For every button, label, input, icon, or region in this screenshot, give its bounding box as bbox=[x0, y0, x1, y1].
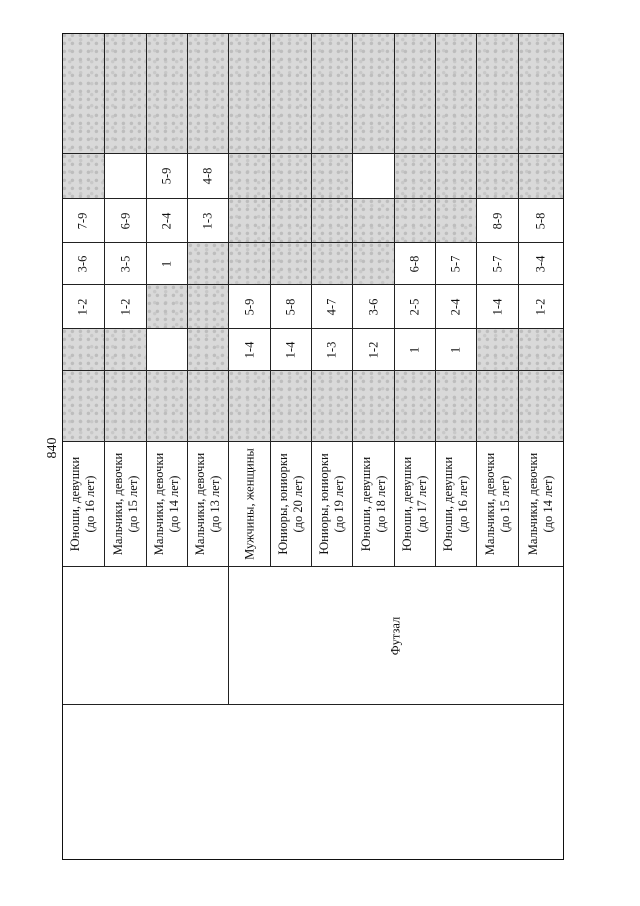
category-label-line: (до 13 лет) bbox=[208, 475, 222, 533]
value-cell bbox=[188, 329, 229, 371]
value-text: 1-2 bbox=[75, 298, 90, 315]
value-text: 5-8 bbox=[283, 298, 298, 315]
value-cell bbox=[62, 371, 105, 442]
value-cell bbox=[147, 285, 188, 329]
value-text: 1-4 bbox=[242, 341, 256, 358]
value-cell bbox=[312, 371, 353, 442]
category-label-line: (до 20 лет) bbox=[291, 475, 305, 533]
value-cell bbox=[271, 243, 312, 285]
category-label-line: (до 15 лет) bbox=[125, 475, 140, 533]
value-cell bbox=[229, 285, 271, 329]
category-cell bbox=[147, 442, 188, 567]
value-cell bbox=[188, 243, 229, 285]
document-table bbox=[62, 33, 564, 860]
value-text: 3-4 bbox=[533, 255, 548, 272]
value-cell bbox=[395, 371, 436, 442]
value-cell bbox=[353, 154, 395, 199]
value-text: 1 bbox=[407, 346, 422, 353]
value-cell bbox=[477, 329, 519, 371]
value-cell bbox=[229, 371, 271, 442]
page-number: 840 bbox=[45, 437, 60, 459]
category-cell bbox=[271, 442, 312, 567]
value-cell bbox=[271, 285, 312, 329]
value-cell bbox=[353, 371, 395, 442]
category-label-line: (до 17 лет) bbox=[415, 475, 429, 533]
value-cell bbox=[312, 329, 353, 371]
category-label bbox=[359, 457, 389, 551]
value-cell bbox=[395, 329, 436, 371]
value-cell bbox=[477, 243, 519, 285]
category-cell bbox=[436, 442, 477, 567]
category-label-line: (до 18 лет) bbox=[373, 475, 388, 533]
category-label-line: Мальчики, девочки bbox=[152, 452, 166, 556]
value-text: 3-6 bbox=[366, 298, 380, 315]
value-cell bbox=[477, 33, 519, 154]
value-cell bbox=[62, 329, 105, 371]
category-cell bbox=[62, 442, 105, 567]
value-cell bbox=[395, 154, 436, 199]
value-cell bbox=[62, 243, 105, 285]
category-label bbox=[68, 457, 98, 551]
value-cell bbox=[395, 33, 436, 154]
category-label-line: Юниоры, юниорки bbox=[276, 453, 290, 555]
value-cell bbox=[436, 329, 477, 371]
value-cell bbox=[312, 285, 353, 329]
value-text: 4-7 bbox=[324, 298, 339, 315]
sport-cell bbox=[229, 567, 564, 705]
value-cell bbox=[105, 199, 147, 243]
value-cell bbox=[519, 154, 564, 199]
category-label bbox=[483, 453, 513, 555]
category-label-line: (до 16 лет) bbox=[456, 475, 470, 533]
category-label-line: Мальчики, девочки bbox=[193, 452, 207, 556]
value-cell bbox=[395, 243, 436, 285]
value-cell bbox=[436, 154, 477, 199]
value-text: 3-5 bbox=[118, 255, 132, 272]
value-cell bbox=[271, 199, 312, 243]
value-cell bbox=[395, 199, 436, 243]
category-cell bbox=[353, 442, 395, 567]
category-label-line: Юноши, девушки bbox=[358, 456, 373, 552]
category-label-line: Мальчики, девочки bbox=[110, 452, 125, 556]
value-cell bbox=[353, 329, 395, 371]
value-text: 1 bbox=[159, 260, 174, 267]
value-cell bbox=[105, 33, 147, 154]
value-cell bbox=[188, 154, 229, 199]
category-label bbox=[317, 453, 347, 554]
category-cell bbox=[312, 442, 353, 567]
value-cell bbox=[105, 329, 147, 371]
value-cell bbox=[229, 199, 271, 243]
value-cell bbox=[105, 371, 147, 442]
value-cell bbox=[147, 243, 188, 285]
value-cell bbox=[477, 371, 519, 442]
value-cell bbox=[477, 154, 519, 199]
value-cell bbox=[519, 285, 564, 329]
value-cell bbox=[271, 329, 312, 371]
value-cell bbox=[436, 371, 477, 442]
value-cell bbox=[353, 243, 395, 285]
value-cell bbox=[519, 199, 564, 243]
value-cell bbox=[229, 154, 271, 199]
category-label bbox=[400, 457, 430, 551]
value-cell bbox=[105, 154, 147, 199]
value-cell bbox=[105, 243, 147, 285]
value-text: 1 bbox=[448, 346, 463, 353]
category-label bbox=[193, 453, 223, 555]
value-cell bbox=[436, 285, 477, 329]
value-cell bbox=[477, 199, 519, 243]
value-cell bbox=[271, 371, 312, 442]
category-cell bbox=[477, 442, 519, 567]
value-text: 1-2 bbox=[118, 298, 132, 315]
value-text: 2-4 bbox=[448, 298, 463, 315]
category-label-line: (до 14 лет) bbox=[167, 475, 181, 533]
category-label-line: Юноши, девушки bbox=[400, 456, 414, 552]
category-cell bbox=[395, 442, 436, 567]
value-cell bbox=[147, 371, 188, 442]
value-cell bbox=[271, 154, 312, 199]
value-cell bbox=[105, 285, 147, 329]
value-text: 5-9 bbox=[242, 298, 256, 315]
category-cell bbox=[188, 442, 229, 567]
value-cell bbox=[62, 33, 105, 154]
value-cell bbox=[312, 154, 353, 199]
category-cell bbox=[105, 442, 147, 567]
category-label-line: (до 14 лет) bbox=[541, 475, 555, 533]
value-text: 1-3 bbox=[324, 341, 339, 358]
value-text: 5-8 bbox=[533, 212, 548, 229]
value-cell bbox=[312, 199, 353, 243]
value-cell bbox=[353, 285, 395, 329]
category-label bbox=[276, 453, 306, 554]
value-text: 1-4 bbox=[283, 341, 298, 358]
sport-cell-upper bbox=[62, 567, 229, 705]
value-cell bbox=[353, 199, 395, 243]
value-cell bbox=[147, 154, 188, 199]
value-cell bbox=[436, 243, 477, 285]
value-cell bbox=[519, 243, 564, 285]
value-text: 4-8 bbox=[200, 167, 215, 185]
value-text: 6-9 bbox=[118, 212, 132, 229]
category-label bbox=[152, 453, 182, 555]
value-cell bbox=[519, 329, 564, 371]
category-label-line: Мальчики, девочки bbox=[526, 452, 540, 556]
value-text: 2-5 bbox=[407, 298, 422, 315]
category-label bbox=[242, 448, 257, 560]
value-text: 5-9 bbox=[159, 167, 174, 185]
value-cell bbox=[188, 33, 229, 154]
value-cell bbox=[519, 371, 564, 442]
value-cell bbox=[229, 33, 271, 154]
category-label-line: Юноши, девушки bbox=[68, 456, 82, 552]
value-cell bbox=[436, 199, 477, 243]
value-text: 1-2 bbox=[366, 341, 380, 358]
value-cell bbox=[312, 243, 353, 285]
value-cell bbox=[395, 285, 436, 329]
blank-column-cell bbox=[62, 705, 564, 860]
value-text: 1-4 bbox=[490, 298, 504, 315]
sport-label: Футзал bbox=[388, 616, 403, 655]
category-label bbox=[111, 453, 141, 555]
value-cell bbox=[229, 243, 271, 285]
value-cell bbox=[188, 285, 229, 329]
category-label bbox=[526, 453, 556, 555]
category-label-line: Юниоры, юниорки bbox=[317, 453, 331, 555]
value-cell bbox=[477, 285, 519, 329]
value-cell bbox=[147, 329, 188, 371]
category-cell bbox=[229, 442, 271, 567]
value-text: 2-4 bbox=[159, 212, 174, 229]
category-label bbox=[441, 457, 471, 551]
value-text: 7-9 bbox=[75, 212, 90, 229]
category-label-line: Мальчики, девочки bbox=[482, 452, 497, 556]
value-cell bbox=[436, 33, 477, 154]
value-cell bbox=[188, 371, 229, 442]
value-cell bbox=[62, 199, 105, 243]
value-cell bbox=[271, 33, 312, 154]
value-cell bbox=[62, 285, 105, 329]
value-text: 5-7 bbox=[448, 255, 463, 272]
value-text: 5-7 bbox=[490, 255, 504, 272]
value-cell bbox=[62, 154, 105, 199]
value-text: 6-8 bbox=[407, 255, 422, 272]
category-cell bbox=[519, 442, 564, 567]
category-label-line: (до 19 лет) bbox=[332, 475, 346, 533]
value-text: 8-9 bbox=[490, 212, 504, 229]
category-label-line: Мужчины, женщины bbox=[242, 448, 256, 560]
value-cell bbox=[188, 199, 229, 243]
category-label-line: Юноши, девушки bbox=[441, 456, 455, 552]
value-cell bbox=[353, 33, 395, 154]
category-label-line: (до 16 лет) bbox=[83, 475, 97, 533]
value-text: 1-3 bbox=[200, 212, 215, 229]
value-cell bbox=[147, 33, 188, 154]
value-cell bbox=[147, 199, 188, 243]
value-text: 3-6 bbox=[75, 255, 90, 272]
value-cell bbox=[229, 329, 271, 371]
value-cell bbox=[519, 33, 564, 154]
value-text: 1-2 bbox=[533, 298, 548, 315]
value-cell bbox=[312, 33, 353, 154]
category-label-line: (до 15 лет) bbox=[497, 475, 512, 533]
